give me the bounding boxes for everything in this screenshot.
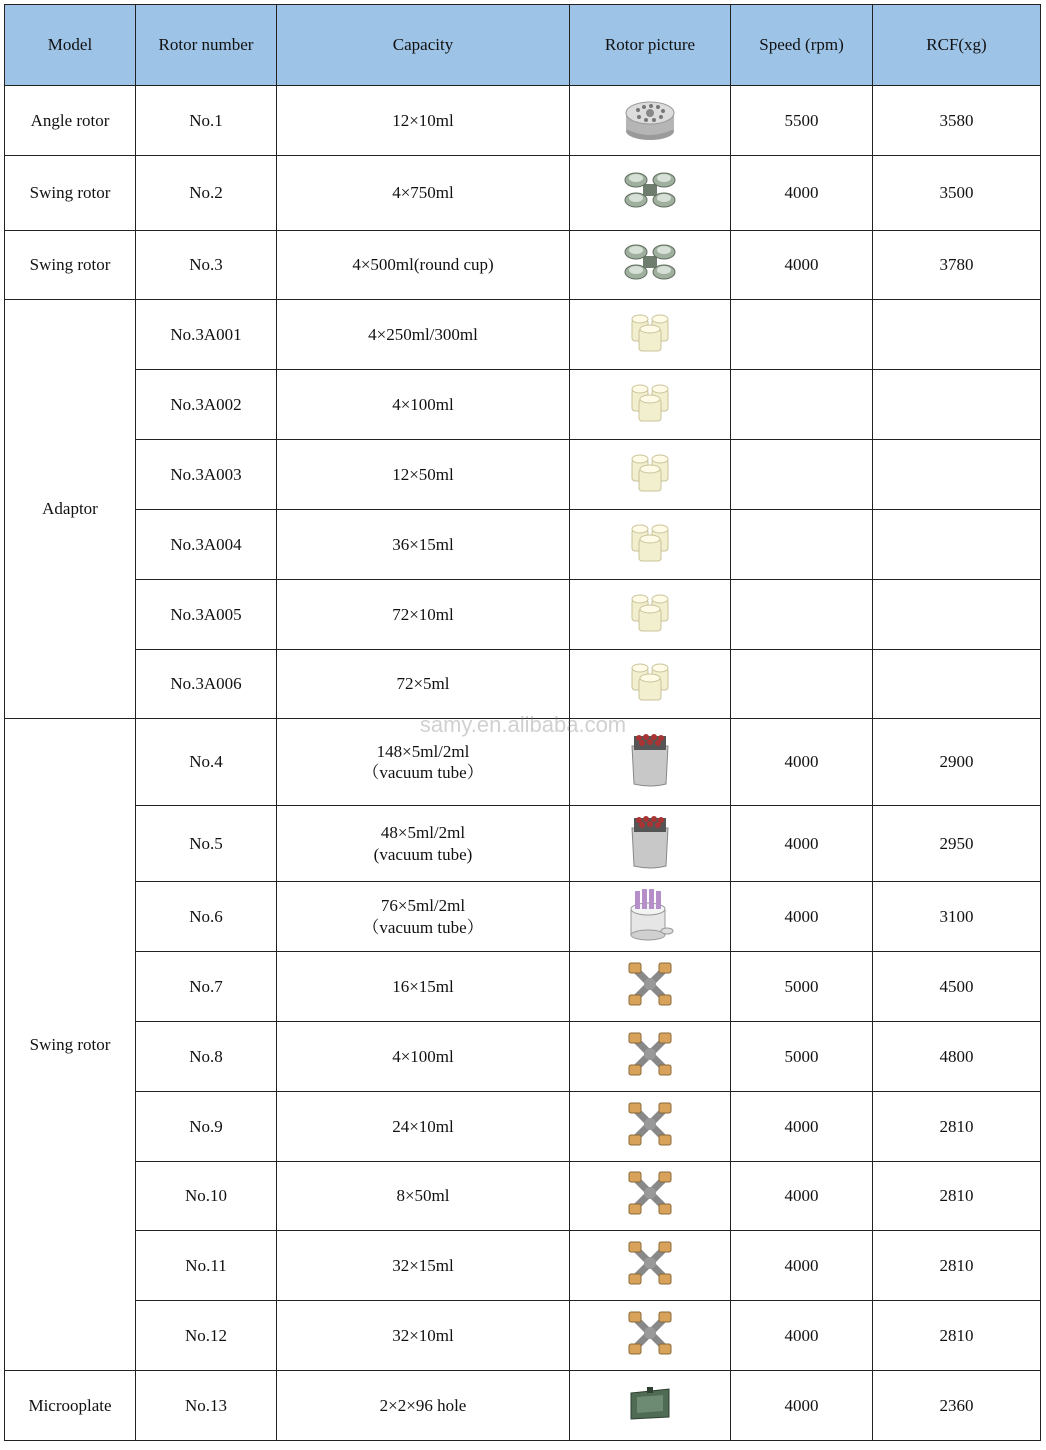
model-cell: Swing rotor bbox=[5, 719, 136, 1371]
rotor-number-cell: No.5 bbox=[136, 806, 277, 882]
capacity-cell bbox=[277, 370, 570, 440]
speed-cell bbox=[731, 650, 873, 719]
table-row bbox=[5, 510, 1041, 580]
speed-cell: 4000 bbox=[731, 1371, 873, 1441]
cross-swing-rotor-icon bbox=[625, 1099, 675, 1154]
speed-cell: 4000 bbox=[731, 719, 873, 806]
header-rotor-number: Rotor number bbox=[136, 5, 277, 86]
capacity-line: 12×50ml bbox=[392, 464, 454, 484]
table-row bbox=[5, 1301, 1041, 1371]
rotor-number-cell: No.6 bbox=[136, 882, 277, 952]
rotor-picture-cell bbox=[570, 650, 731, 719]
capacity-line: 12×10ml bbox=[392, 110, 454, 130]
cross-swing-rotor-icon bbox=[625, 1308, 675, 1363]
capacity-line: 4×500ml(round cup) bbox=[352, 255, 494, 275]
capacity-cell bbox=[277, 86, 570, 156]
capacity-line: 32×15ml bbox=[392, 1255, 454, 1275]
rotor-picture-cell bbox=[570, 1162, 731, 1231]
rotor-picture-cell bbox=[570, 440, 731, 510]
rcf-cell: 3580 bbox=[873, 86, 1041, 156]
rotor-picture-cell bbox=[570, 300, 731, 370]
rotor-number-cell: No.7 bbox=[136, 952, 277, 1022]
capacity-cell bbox=[277, 510, 570, 580]
speed-cell: 4000 bbox=[731, 156, 873, 231]
rcf-cell bbox=[873, 650, 1041, 719]
speed-cell: 4000 bbox=[731, 1092, 873, 1162]
rcf-cell bbox=[873, 370, 1041, 440]
cross-swing-rotor-icon bbox=[625, 959, 675, 1014]
rotor-picture-cell bbox=[570, 580, 731, 650]
rotor-picture-cell bbox=[570, 1301, 731, 1371]
speed-cell bbox=[731, 370, 873, 440]
rcf-cell: 2810 bbox=[873, 1301, 1041, 1371]
rotor-number-cell: No.3A006 bbox=[136, 650, 277, 719]
adaptor-icon bbox=[625, 656, 675, 711]
rcf-cell: 4500 bbox=[873, 952, 1041, 1022]
capacity-cell bbox=[277, 650, 570, 719]
header-speed: Speed (rpm) bbox=[731, 5, 873, 86]
speed-cell: 4000 bbox=[731, 882, 873, 952]
capacity-cell bbox=[277, 231, 570, 300]
rcf-cell: 4800 bbox=[873, 1022, 1041, 1092]
speed-cell: 5000 bbox=[731, 952, 873, 1022]
capacity-line: 4×100ml bbox=[392, 394, 454, 414]
table-row bbox=[5, 86, 1041, 156]
adaptor-icon bbox=[625, 447, 675, 502]
table-row bbox=[5, 952, 1041, 1022]
rcf-cell: 3780 bbox=[873, 231, 1041, 300]
capacity-line: 76×5ml/2ml bbox=[380, 896, 466, 916]
capacity-line: 24×10ml bbox=[392, 1116, 454, 1136]
capacity-line: 2×2×96 hole bbox=[379, 1395, 467, 1415]
microplate-carrier-icon bbox=[627, 1383, 673, 1428]
rcf-cell: 2810 bbox=[873, 1231, 1041, 1301]
watermark: samy.en.alibaba.com bbox=[419, 712, 627, 737]
speed-cell bbox=[731, 510, 873, 580]
capacity-line: 4×750ml bbox=[392, 183, 454, 203]
rotor-number-cell: No.3A001 bbox=[136, 300, 277, 370]
adaptor-icon bbox=[625, 307, 675, 362]
table-row bbox=[5, 370, 1041, 440]
table-row bbox=[5, 580, 1041, 650]
table-row bbox=[5, 231, 1041, 300]
vacuum-tube-rack-icon bbox=[626, 810, 674, 877]
angle-rotor-icon bbox=[621, 93, 679, 148]
vacuum-tube-rack-icon bbox=[626, 728, 674, 795]
speed-cell: 5000 bbox=[731, 1022, 873, 1092]
rotor-number-cell: No.3A005 bbox=[136, 580, 277, 650]
header-rotor-picture: Rotor picture bbox=[570, 5, 731, 86]
capacity-line: 4×250ml/300ml bbox=[368, 324, 478, 344]
table-body bbox=[5, 86, 1041, 1441]
adaptor-icon bbox=[625, 517, 675, 572]
rcf-cell: 2360 bbox=[873, 1371, 1041, 1441]
speed-cell: 4000 bbox=[731, 231, 873, 300]
table-row bbox=[5, 1231, 1041, 1301]
capacity-cell bbox=[277, 440, 570, 510]
capacity-line: 8×50ml bbox=[396, 1186, 450, 1206]
table-row bbox=[5, 1092, 1041, 1162]
capacity-line: 72×10ml bbox=[392, 604, 454, 624]
table-row bbox=[5, 1022, 1041, 1092]
speed-cell: 4000 bbox=[731, 1162, 873, 1231]
capacity-cell bbox=[277, 1371, 570, 1441]
rotor-picture-cell bbox=[570, 1092, 731, 1162]
rotor-table bbox=[4, 4, 1041, 1441]
rotor-picture-cell bbox=[570, 719, 731, 806]
rcf-cell: 2950 bbox=[873, 806, 1041, 882]
rotor-picture-cell bbox=[570, 370, 731, 440]
swing-bucket-rotor-icon bbox=[621, 166, 679, 219]
capacity-line: （vacuum tube） bbox=[362, 917, 484, 937]
model-cell: Adaptor bbox=[5, 300, 136, 719]
rotor-number-cell: No.13 bbox=[136, 1371, 277, 1441]
rotor-number-cell: No.3 bbox=[136, 231, 277, 300]
capacity-cell bbox=[277, 156, 570, 231]
rotor-picture-cell bbox=[570, 806, 731, 882]
rcf-cell: 2900 bbox=[873, 719, 1041, 806]
table-row bbox=[5, 719, 1041, 806]
capacity-line: 72×5ml bbox=[396, 674, 450, 694]
speed-cell bbox=[731, 300, 873, 370]
round-tube-holder-icon bbox=[625, 885, 675, 948]
capacity-cell bbox=[277, 300, 570, 370]
table-row bbox=[5, 650, 1041, 719]
rotor-number-cell: No.9 bbox=[136, 1092, 277, 1162]
rotor-picture-cell bbox=[570, 1231, 731, 1301]
rotor-picture-cell bbox=[570, 882, 731, 952]
speed-cell: 4000 bbox=[731, 1231, 873, 1301]
rotor-number-cell: No.3A002 bbox=[136, 370, 277, 440]
rotor-number-cell: No.3A004 bbox=[136, 510, 277, 580]
rotor-picture-cell bbox=[570, 156, 731, 231]
capacity-line: 4×100ml bbox=[392, 1046, 454, 1066]
rcf-cell: 3100 bbox=[873, 882, 1041, 952]
table-row bbox=[5, 440, 1041, 510]
capacity-line: 148×5ml/2ml bbox=[376, 741, 470, 761]
rotor-number-cell: No.2 bbox=[136, 156, 277, 231]
cross-swing-rotor-icon bbox=[625, 1029, 675, 1084]
swing-bucket-rotor-icon bbox=[621, 238, 679, 291]
speed-cell bbox=[731, 580, 873, 650]
header-rcf: RCF(xg) bbox=[873, 5, 1041, 86]
rotor-number-cell: No.1 bbox=[136, 86, 277, 156]
table-row bbox=[5, 882, 1041, 952]
rotor-picture-cell bbox=[570, 231, 731, 300]
rotor-picture-cell bbox=[570, 510, 731, 580]
rotor-picture-cell bbox=[570, 952, 731, 1022]
speed-cell bbox=[731, 440, 873, 510]
rcf-cell: 2810 bbox=[873, 1162, 1041, 1231]
rotor-picture-cell bbox=[570, 1022, 731, 1092]
table-row bbox=[5, 1162, 1041, 1231]
capacity-cell bbox=[277, 806, 570, 882]
rotor-picture-cell bbox=[570, 86, 731, 156]
rcf-cell: 2810 bbox=[873, 1092, 1041, 1162]
capacity-cell bbox=[277, 1022, 570, 1092]
capacity-cell bbox=[277, 952, 570, 1022]
rotor-number-cell: No.10 bbox=[136, 1162, 277, 1231]
cross-swing-rotor-icon bbox=[625, 1168, 675, 1223]
table-row bbox=[5, 806, 1041, 882]
capacity-cell bbox=[277, 1231, 570, 1301]
cross-swing-rotor-icon bbox=[625, 1238, 675, 1293]
rcf-cell: 3500 bbox=[873, 156, 1041, 231]
speed-cell: 4000 bbox=[731, 1301, 873, 1371]
adaptor-icon bbox=[625, 587, 675, 642]
capacity-cell bbox=[277, 1301, 570, 1371]
model-cell: Microoplate bbox=[5, 1371, 136, 1441]
capacity-line: (vacuum tube) bbox=[373, 844, 473, 864]
rotor-picture-cell bbox=[570, 1371, 731, 1441]
header-row bbox=[5, 5, 1041, 86]
rcf-cell bbox=[873, 510, 1041, 580]
model-cell: Swing rotor bbox=[5, 231, 136, 300]
capacity-cell bbox=[277, 580, 570, 650]
model-cell: Swing rotor bbox=[5, 156, 136, 231]
rotor-number-cell: No.8 bbox=[136, 1022, 277, 1092]
model-cell: Angle rotor bbox=[5, 86, 136, 156]
capacity-cell bbox=[277, 719, 570, 806]
capacity-cell bbox=[277, 882, 570, 952]
rotor-number-cell: No.3A003 bbox=[136, 440, 277, 510]
capacity-line: 48×5ml/2ml bbox=[380, 823, 466, 843]
table-row bbox=[5, 300, 1041, 370]
capacity-line: 36×15ml bbox=[392, 534, 454, 554]
header-model: Model bbox=[5, 5, 136, 86]
table-row bbox=[5, 1371, 1041, 1441]
rotor-number-cell: No.11 bbox=[136, 1231, 277, 1301]
capacity-cell bbox=[277, 1162, 570, 1231]
rotor-number-cell: No.12 bbox=[136, 1301, 277, 1371]
header-capacity: Capacity bbox=[277, 5, 570, 86]
capacity-line: 16×15ml bbox=[392, 976, 454, 996]
rcf-cell bbox=[873, 440, 1041, 510]
rcf-cell bbox=[873, 580, 1041, 650]
table-row bbox=[5, 156, 1041, 231]
adaptor-icon bbox=[625, 377, 675, 432]
rcf-cell bbox=[873, 300, 1041, 370]
capacity-cell bbox=[277, 1092, 570, 1162]
rotor-number-cell: No.4 bbox=[136, 719, 277, 806]
capacity-line: （vacuum tube） bbox=[362, 763, 484, 782]
speed-cell: 4000 bbox=[731, 806, 873, 882]
speed-cell: 5500 bbox=[731, 86, 873, 156]
capacity-line: 32×10ml bbox=[392, 1325, 454, 1345]
